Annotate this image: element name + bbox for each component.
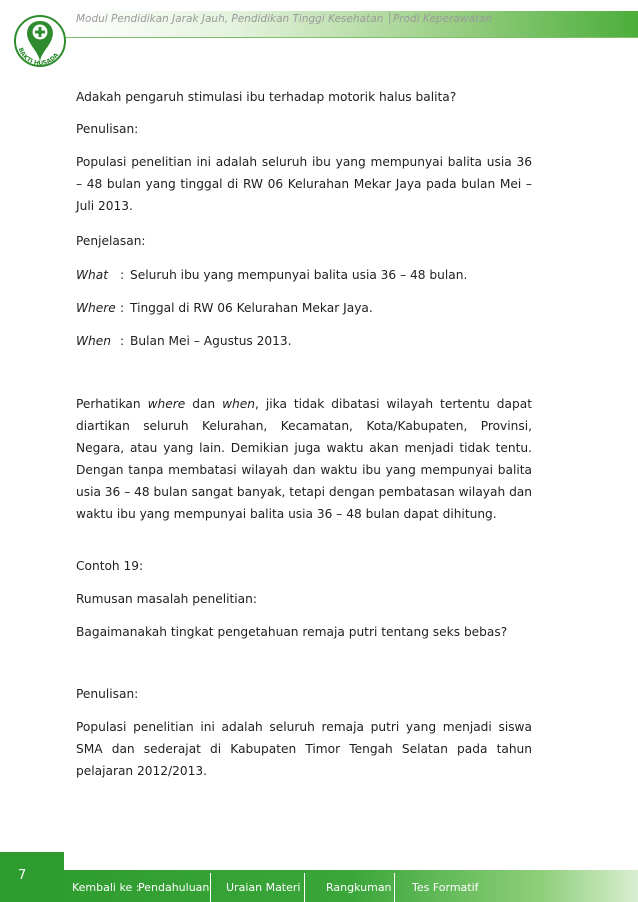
bakti-husada-logo — [9, 5, 69, 85]
note-emphasis-where: where — [147, 397, 186, 411]
definition-when — [76, 330, 292, 352]
question-1: Adakah pengaruh stimulasi ibu terhadap motorik halus balita? — [76, 90, 457, 104]
penulisan-text-2: Populasi penelitian ini adalah seluruh remaja putri yang menjadi siswa SMA dan sederajat di Kabupaten Timor Tengah Selatan pada tahun pelajaran 2012/2013. — [76, 720, 532, 778]
nav-link-pendahuluan[interactable]: Pendahuluan — [138, 880, 210, 894]
penjelasan-label: Penjelasan: — [76, 234, 146, 248]
page-number: 7 — [18, 868, 27, 883]
nav-link-tes-formatif[interactable]: Tes Formatif — [412, 880, 479, 894]
penulisan-label-2: Penulisan: — [76, 687, 139, 701]
nav-link-uraian-materi[interactable]: Uraian Materi — [226, 880, 301, 894]
rumusan-label: Rumusan masalah penelitian: — [76, 592, 257, 606]
penulisan-label-1: Penulisan: — [76, 122, 139, 136]
definition-term: What — [76, 268, 109, 282]
nav-divider — [394, 873, 395, 902]
logo-text: BAKTI HUSADA — [16, 46, 61, 68]
nav-prefix: Kembali ke : — [72, 880, 140, 894]
definition-text: Seluruh ibu yang mempunyai balita usia 36 – 48 bulan. — [130, 268, 468, 282]
note-paragraph — [76, 393, 532, 525]
definition-where — [76, 297, 373, 319]
page-number-tab — [0, 852, 64, 902]
header-subtitle: Prodi Keperawatan — [392, 13, 493, 25]
definition-sep: : — [120, 334, 125, 348]
definition-term: When — [76, 334, 111, 348]
definition-sep: : — [120, 268, 125, 282]
nav-divider — [304, 873, 305, 902]
definition-text: Bulan Mei – Agustus 2013. — [130, 334, 292, 348]
header-divider — [66, 37, 638, 38]
question-2: Bagaimanakah tingkat pengetahuan remaja putri tentang seks bebas? — [76, 625, 508, 639]
note-emphasis-when: when — [222, 397, 256, 411]
example-label: Contoh 19: — [76, 559, 144, 573]
header-separator: │ — [383, 13, 393, 25]
nav-divider — [210, 873, 211, 902]
note-part: dan — [185, 397, 223, 411]
running-header — [76, 13, 492, 25]
header-title: Modul Pendidikan Jarak Jauh, Pendidikan Tinggi Kesehatan — [76, 13, 384, 25]
note-part: Perhatikan — [76, 397, 148, 411]
nav-link-rangkuman[interactable]: Rangkuman — [326, 880, 392, 894]
penulisan-text-1: Populasi penelitian ini adalah seluruh ibu yang mempunyai balita usia 36 – 48 bulan yang tinggal di RW 06 Kelurahan Mekar Jaya pada bulan Mei – Juli 2013. — [76, 155, 532, 213]
definition-term: Where — [76, 301, 116, 315]
definition-sep: : — [120, 301, 125, 315]
definition-what — [76, 264, 467, 286]
definition-text: Tinggal di RW 06 Kelurahan Mekar Jaya. — [130, 301, 373, 315]
note-part: , jika tidak dibatasi wilayah tertentu dapat diartikan seluruh Kelurahan, Kecamatan, Kota/Kabupaten, Provinsi, Negara, atau yang lain. Demikian juga waktu akan menjadi tidak tentu. Dengan tanpa membatasi wilayah dan waktu ibu yang mempunyai balita usia 36 – 48 bulan sangat banyak, tetapi dengan pembatasan wilayah dan waktu ibu yang mempunyai balita usia 36 – 48 bulan dapat dihitung. — [76, 397, 532, 521]
